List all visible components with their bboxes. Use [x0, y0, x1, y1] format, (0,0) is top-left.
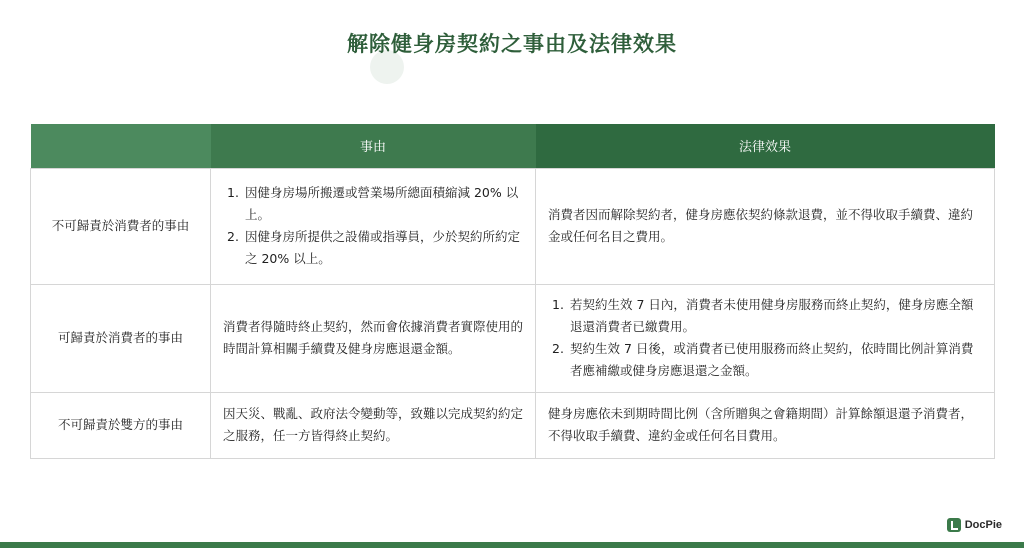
effect-list: [548, 294, 982, 382]
title-area: [0, 28, 1024, 58]
list-number: 2.: [552, 341, 564, 356]
header-reason-cell: 事由: [211, 124, 536, 168]
effect-list-item: [548, 338, 982, 382]
list-text: 因健身房所提供之設備或指導員，少於契約所約定之 20% 以上。: [245, 229, 521, 266]
reason-cell: 因天災、戰亂、政府法令變動等，致難以完成契約約定之服務，任一方皆得終止契約。: [211, 392, 536, 458]
reason-list-item: [223, 226, 523, 270]
list-text: 若契約生效 7 日內，消費者未使用健身房服務而終止契約，健身房應全額退還消費者已繳費用。: [570, 297, 974, 334]
row-label: 不可歸責於雙方的事由: [31, 392, 211, 458]
brand-logo: [947, 518, 1002, 532]
table-row: [31, 284, 995, 392]
docpie-logo-icon: [947, 518, 961, 532]
table-row: [31, 392, 995, 458]
table-row: [31, 168, 995, 284]
effect-cell: [536, 284, 995, 392]
list-number: 1.: [227, 185, 239, 200]
footer-bar: [0, 542, 1024, 548]
reason-cell: [211, 168, 536, 284]
table-header-row: [31, 124, 995, 168]
row-label: 不可歸責於消費者的事由: [31, 168, 211, 284]
effect-cell: 健身房應依未到期時間比例（含所贈與之會籍期間）計算餘額退還予消費者，不得收取手續費、違約金或任何名目費用。: [536, 392, 995, 458]
row-label: 可歸責於消費者的事由: [31, 284, 211, 392]
effect-cell: 消費者因而解除契約者，健身房應依契約條款退費，並不得收取手續費、違約金或任何名目之費用。: [536, 168, 995, 284]
header-blank-cell: [31, 124, 211, 168]
reasons-effects-table: [30, 124, 995, 459]
list-text: 契約生效 7 日後，或消費者已使用服務而終止契約，依時間比例計算消費者應補繳或健身房應退還之金額。: [570, 341, 974, 378]
brand-name: DocPie: [964, 519, 1002, 531]
reason-cell: 消費者得隨時終止契約，然而會依據消費者實際使用的時間計算相關手續費及健身房應退還金額。: [211, 284, 536, 392]
reason-list-item: [223, 182, 523, 226]
header-effect-cell: 法律效果: [536, 124, 995, 168]
effect-list-item: [548, 294, 982, 338]
page-title: 解除健身房契約之事由及法律效果: [347, 32, 677, 56]
list-number: 1.: [552, 297, 564, 312]
list-number: 2.: [227, 229, 239, 244]
reason-list: [223, 182, 523, 270]
list-text: 因健身房場所搬遷或營業場所總面積縮減 20% 以上。: [245, 185, 519, 222]
